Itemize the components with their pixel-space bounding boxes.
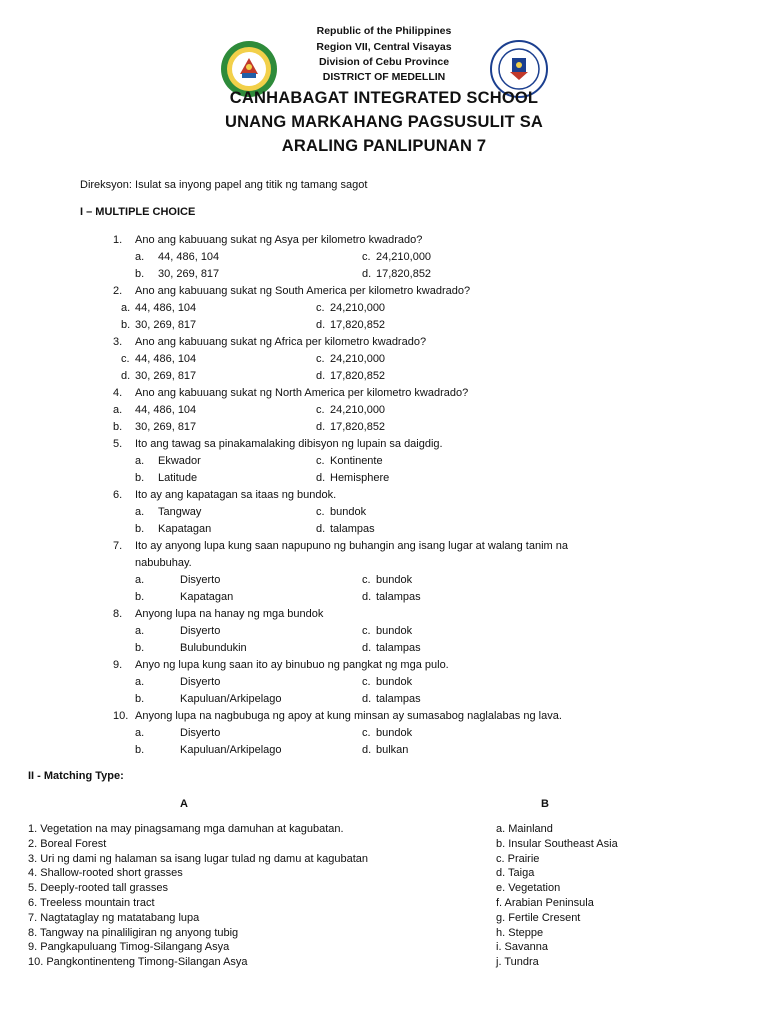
option-letter: c. <box>362 251 371 263</box>
question-text: Anyong lupa na nagbubuga ng apoy at kung minsan ay sumasabog naglalabas ng lava. <box>135 710 562 722</box>
section-multiple-choice: I – MULTIPLE CHOICE <box>80 206 196 218</box>
option-letter: c. <box>316 353 325 365</box>
column-a-header: A <box>180 798 188 810</box>
option-letter: b. <box>135 523 145 535</box>
option-text: 24,210,000 <box>330 404 386 416</box>
option-text: bundok <box>376 574 413 586</box>
option-letter: c. <box>362 676 371 688</box>
option-letter: d. <box>362 591 372 603</box>
question-text: Ano ang kabuuang sukat ng Asya per kilometro kwadrado? <box>135 234 423 246</box>
option-text: talampas <box>376 693 421 705</box>
option-letter: c. <box>316 455 325 467</box>
option-letter: a. <box>135 574 145 586</box>
question-number: 4. <box>113 387 123 399</box>
matching-item-a: 1. Vegetation na may pinagsamang mga damuhan at kagubatan. <box>28 823 344 835</box>
option-text: Hemisphere <box>330 472 390 484</box>
question-text: Anyong lupa na hanay ng mga bundok <box>135 608 324 620</box>
matching-item-a: 4. Shallow-rooted short grasses <box>28 867 183 880</box>
option-text: 44, 486, 104 <box>135 353 197 365</box>
matching-item-a: 7. Nagtataglay ng matatabang lupa <box>28 911 200 924</box>
option-text: talampas <box>376 642 421 654</box>
option-letter: b. <box>135 642 145 654</box>
option-letter: b. <box>135 268 145 280</box>
question-number: 10. <box>113 710 129 722</box>
question-number: 2. <box>113 285 123 297</box>
option-letter: a. <box>113 404 123 416</box>
matching-item-a: 9. Pangkapuluang Timog-Silangang Asya <box>28 941 230 954</box>
option-letter: c. <box>316 506 325 518</box>
option-text: Bulubundukin <box>180 642 247 654</box>
option-text: 44, 486, 104 <box>135 302 197 314</box>
option-text: 30, 269, 817 <box>135 421 197 433</box>
question-number: 3. <box>113 336 123 348</box>
option-text: bulkan <box>376 744 409 756</box>
option-letter: a. <box>135 676 145 688</box>
option-letter: c. <box>362 574 371 586</box>
matching-item-b: h. Steppe <box>496 926 544 939</box>
option-letter: d. <box>362 744 372 756</box>
option-letter: d. <box>316 421 326 433</box>
option-text: 30, 269, 817 <box>135 319 197 331</box>
matching-item-b: i. Savanna <box>496 941 548 954</box>
option-letter: c. <box>316 302 325 314</box>
option-letter: c. <box>362 727 371 739</box>
option-letter: b. <box>121 319 131 331</box>
option-letter: a. <box>135 625 145 637</box>
option-text: 24,210,000 <box>376 251 432 263</box>
option-text: Latitude <box>158 472 198 484</box>
option-text: Kapuluan/Arkipelago <box>180 744 282 756</box>
question-text: Ano ang kabuuang sukat ng North America per kilometro kwadrado? <box>135 387 469 399</box>
question-number: 1. <box>113 234 123 246</box>
option-letter: d. <box>316 523 326 535</box>
option-letter: c. <box>121 353 130 365</box>
matching-item-b: g. Fertile Cresent <box>496 911 581 924</box>
matching-item-a: 2. Boreal Forest <box>28 837 107 850</box>
matching-item-a: 5. Deeply-rooted tall grasses <box>28 882 169 895</box>
school-name-title: CANHABAGAT INTEGRATED SCHOOL <box>229 89 539 107</box>
option-text: bundok <box>376 727 413 739</box>
option-text: bundok <box>376 625 413 637</box>
matching-item-b: d. Taiga <box>496 867 535 880</box>
question-number: 5. <box>113 438 123 450</box>
header-line-region: Region VII, Central Visayas <box>316 41 452 53</box>
section-matching: II - Matching Type: <box>28 770 124 782</box>
header-line-district: DISTRICT OF MEDELLIN <box>322 71 446 83</box>
question-text: Ito ay anyong lupa kung saan napupuno ng buhangin ang isang lugar at walang tanim na <box>135 540 569 552</box>
question-number: 7. <box>113 540 123 552</box>
option-letter: c. <box>316 404 325 416</box>
option-letter: d. <box>362 268 372 280</box>
question-text: Ano ang kabuuang sukat ng South America per kilometro kwadrado? <box>135 285 471 297</box>
option-text: 17,820,852 <box>330 319 386 331</box>
option-text: 30, 269, 817 <box>135 370 197 382</box>
matching-item-b: j. Tundra <box>496 956 539 969</box>
option-text: Disyerto <box>180 625 221 637</box>
option-letter: d. <box>316 472 326 484</box>
option-letter: d. <box>121 370 131 382</box>
option-letter: a. <box>135 251 145 263</box>
option-text: Disyerto <box>180 727 221 739</box>
option-text: Disyerto <box>180 676 221 688</box>
question-text: Ito ay ang kapatagan sa itaas ng bundok. <box>135 489 337 501</box>
matching-item-b: a. Mainland <box>496 823 553 835</box>
option-letter: b. <box>135 472 145 484</box>
header-line-republic: Republic of the Philippines <box>316 25 452 37</box>
option-text: Ekwador <box>158 455 201 467</box>
option-text: talampas <box>376 591 421 603</box>
question-text: Ano ang kabuuang sukat ng Africa per kilometro kwadrado? <box>135 336 427 348</box>
question-number: 8. <box>113 608 123 620</box>
option-letter: d. <box>316 370 326 382</box>
option-letter: d. <box>316 319 326 331</box>
option-text: 17,820,852 <box>330 421 386 433</box>
option-text: Tangway <box>158 506 202 518</box>
option-text: 17,820,852 <box>330 370 386 382</box>
option-text: 44, 486, 104 <box>158 251 220 263</box>
option-text: 24,210,000 <box>330 353 386 365</box>
matching-item-a: 8. Tangway na pinaliligiran ng anyong tubig <box>28 926 239 939</box>
exam-title: UNANG MARKAHANG PAGSUSULIT SA <box>224 113 544 131</box>
option-text: bundok <box>330 506 367 518</box>
matching-item-a: 6. Treeless mountain tract <box>28 897 155 909</box>
question-number: 6. <box>113 489 123 501</box>
matching-item-a: 10. Pangkontinenteng Timong-Silangan Asya <box>28 956 248 969</box>
option-text: Kontinente <box>330 455 383 467</box>
subject-title: ARALING PANLIPUNAN 7 <box>281 137 487 155</box>
option-letter: c. <box>362 625 371 637</box>
option-text: 30, 269, 817 <box>158 268 220 280</box>
matching-item-a: 3. Uri ng dami ng halaman sa isang lugar tulad ng damu at kagubatan <box>28 852 368 865</box>
header-line-division: Division of Cebu Province <box>318 56 450 68</box>
option-letter: b. <box>135 591 145 603</box>
option-text: Disyerto <box>180 574 221 586</box>
option-text: 17,820,852 <box>376 268 432 280</box>
option-text: 24,210,000 <box>330 302 386 314</box>
option-letter: a. <box>135 455 145 467</box>
option-letter: d. <box>362 642 372 654</box>
matching-item-b: e. Vegetation <box>496 882 561 895</box>
matching-item-b: c. Prairie <box>496 852 540 865</box>
option-letter: b. <box>113 421 123 433</box>
question-text: Ito ang tawag sa pinakamalaking dibisyon ng lupain sa daigdig. <box>135 438 443 450</box>
question-text: Anyo ng lupa kung saan ito ay binubuo ng pangkat ng mga pulo. <box>135 659 449 671</box>
matching-item-b: f. Arabian Peninsula <box>496 897 594 909</box>
directions: Direksyon: Isulat sa inyong papel ang titik ng tamang sagot <box>80 179 368 191</box>
option-letter: b. <box>135 744 145 756</box>
matching-item-b: b. Insular Southeast Asia <box>496 837 618 850</box>
option-letter: a. <box>135 506 145 518</box>
option-letter: b. <box>135 693 145 705</box>
option-text: Kapatagan <box>180 591 234 603</box>
option-text: bundok <box>376 676 413 688</box>
option-text: 44, 486, 104 <box>135 404 197 416</box>
option-letter: a. <box>135 727 145 739</box>
option-letter: d. <box>362 693 372 705</box>
option-letter: a. <box>121 302 131 314</box>
option-text: talampas <box>330 523 375 535</box>
question-number: 9. <box>113 659 123 671</box>
question-text-continued: nabubuhay. <box>135 557 192 569</box>
column-b-header: B <box>541 798 549 810</box>
option-text: Kapatagan <box>158 523 212 535</box>
option-text: Kapuluan/Arkipelago <box>180 693 282 705</box>
